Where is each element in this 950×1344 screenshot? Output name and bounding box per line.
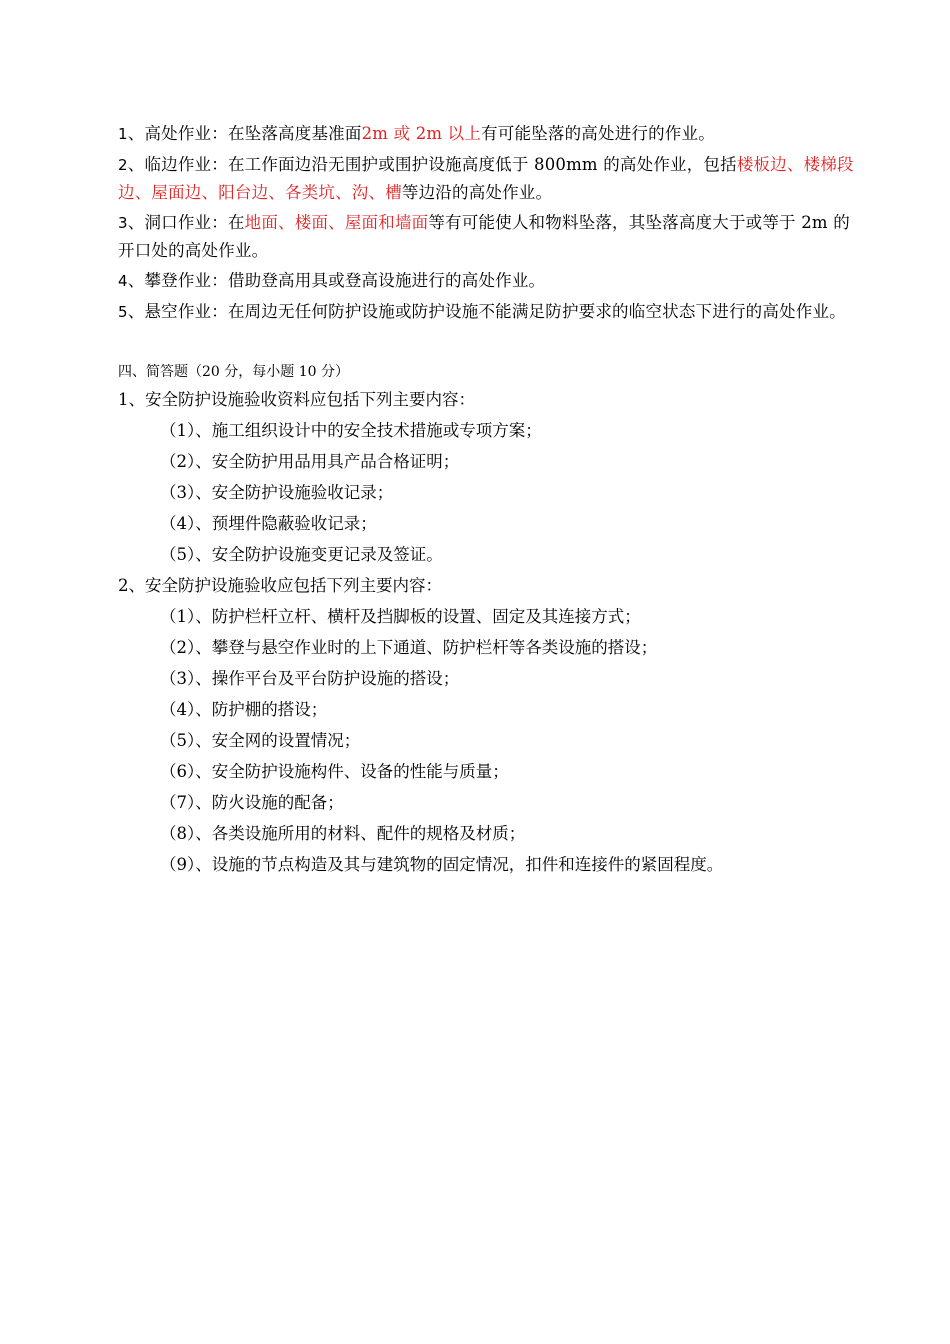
definition-highlight: 地面、楼面、屋面和墙面: [244, 213, 429, 232]
question-1: [118, 386, 858, 568]
definition-number: 1: [118, 125, 128, 143]
section-title: 四、简答题（20 分，每小题 10 分）: [118, 364, 349, 380]
definition-number: 2: [118, 156, 128, 174]
list-item: （4）、防护棚的搭设；: [160, 700, 328, 719]
question-2: [118, 572, 858, 878]
definition-1: [118, 120, 858, 148]
definition-number: 3: [118, 214, 128, 232]
list-item: （2）、安全防护用品用具产品合格证明；: [160, 452, 460, 471]
list-item: （9）、设施的节点构造及其与建筑物的固定情况，扣件和连接件的紧固程度。: [160, 855, 724, 874]
definition-highlight: 楼板边、楼梯段边、屋面边、阳台边、各类坑、沟、槽: [118, 155, 854, 202]
definition-2: [118, 151, 858, 206]
definition-3: [118, 209, 858, 264]
definition-text: 等有可能使人和物料坠落，其坠落高度大于或等于 2m 的开口处的高处作业。: [118, 213, 850, 260]
list-item: （2）、攀登与悬空作业时的上下通道、防护栏杆等各类设施的搭设；: [160, 638, 658, 657]
definition-highlight: 2m 或 2m 以上: [361, 124, 482, 143]
definition-text: 、悬空作业：在周边无任何防护设施或防护设施不能满足防护要求的临空状态下进行的高处作业。: [127, 302, 846, 321]
list-item: （8）、各类设施所用的材料、配件的规格及材质；: [160, 824, 526, 843]
document-page: [118, 120, 858, 882]
list-item: （4）、预埋件隐蔽验收记录；: [160, 514, 377, 533]
list-item: （5）、安全网的设置情况；: [160, 731, 361, 750]
definition-text: 、临边作业：在工作面边沿无围护或围护设施高度低于 800mm 的高处作业，包括: [127, 155, 737, 174]
list-item: （7）、防火设施的配备；: [160, 793, 344, 812]
list-item: （1）、防护栏杆立杆、横杆及挡脚板的设置、固定及其连接方式；: [160, 607, 641, 626]
definition-number: 4: [118, 272, 128, 290]
definition-5: [118, 298, 858, 326]
list-item: （6）、安全防护设施构件、设备的性能与质量；: [160, 762, 509, 781]
definition-number: 5: [118, 303, 128, 321]
definition-text: 等边沿的高处作业。: [401, 183, 553, 202]
definition-text: 、攀登作业：借助登高用具或登高设施进行的高处作业。: [127, 271, 546, 290]
question-heading: 2、安全防护设施验收应包括下列主要内容：: [118, 576, 442, 595]
definition-text: 有可能坠落的高处进行的作业。: [481, 124, 715, 143]
question-heading: 1、安全防护设施验收资料应包括下列主要内容：: [118, 390, 475, 409]
list-item: （1）、施工组织设计中的安全技术措施或专项方案；: [160, 421, 542, 440]
list-item: （3）、操作平台及平台防护设施的搭设；: [160, 669, 460, 688]
definition-4: [118, 267, 858, 295]
list-item: （5）、安全防护设施变更记录及签证。: [160, 545, 443, 564]
definitions-list: [118, 120, 858, 326]
definition-text: 、洞口作业：在: [127, 213, 245, 232]
list-item: （3）、安全防护设施验收记录；: [160, 483, 394, 502]
definition-text: 、高处作业：在坠落高度基准面: [127, 124, 362, 143]
